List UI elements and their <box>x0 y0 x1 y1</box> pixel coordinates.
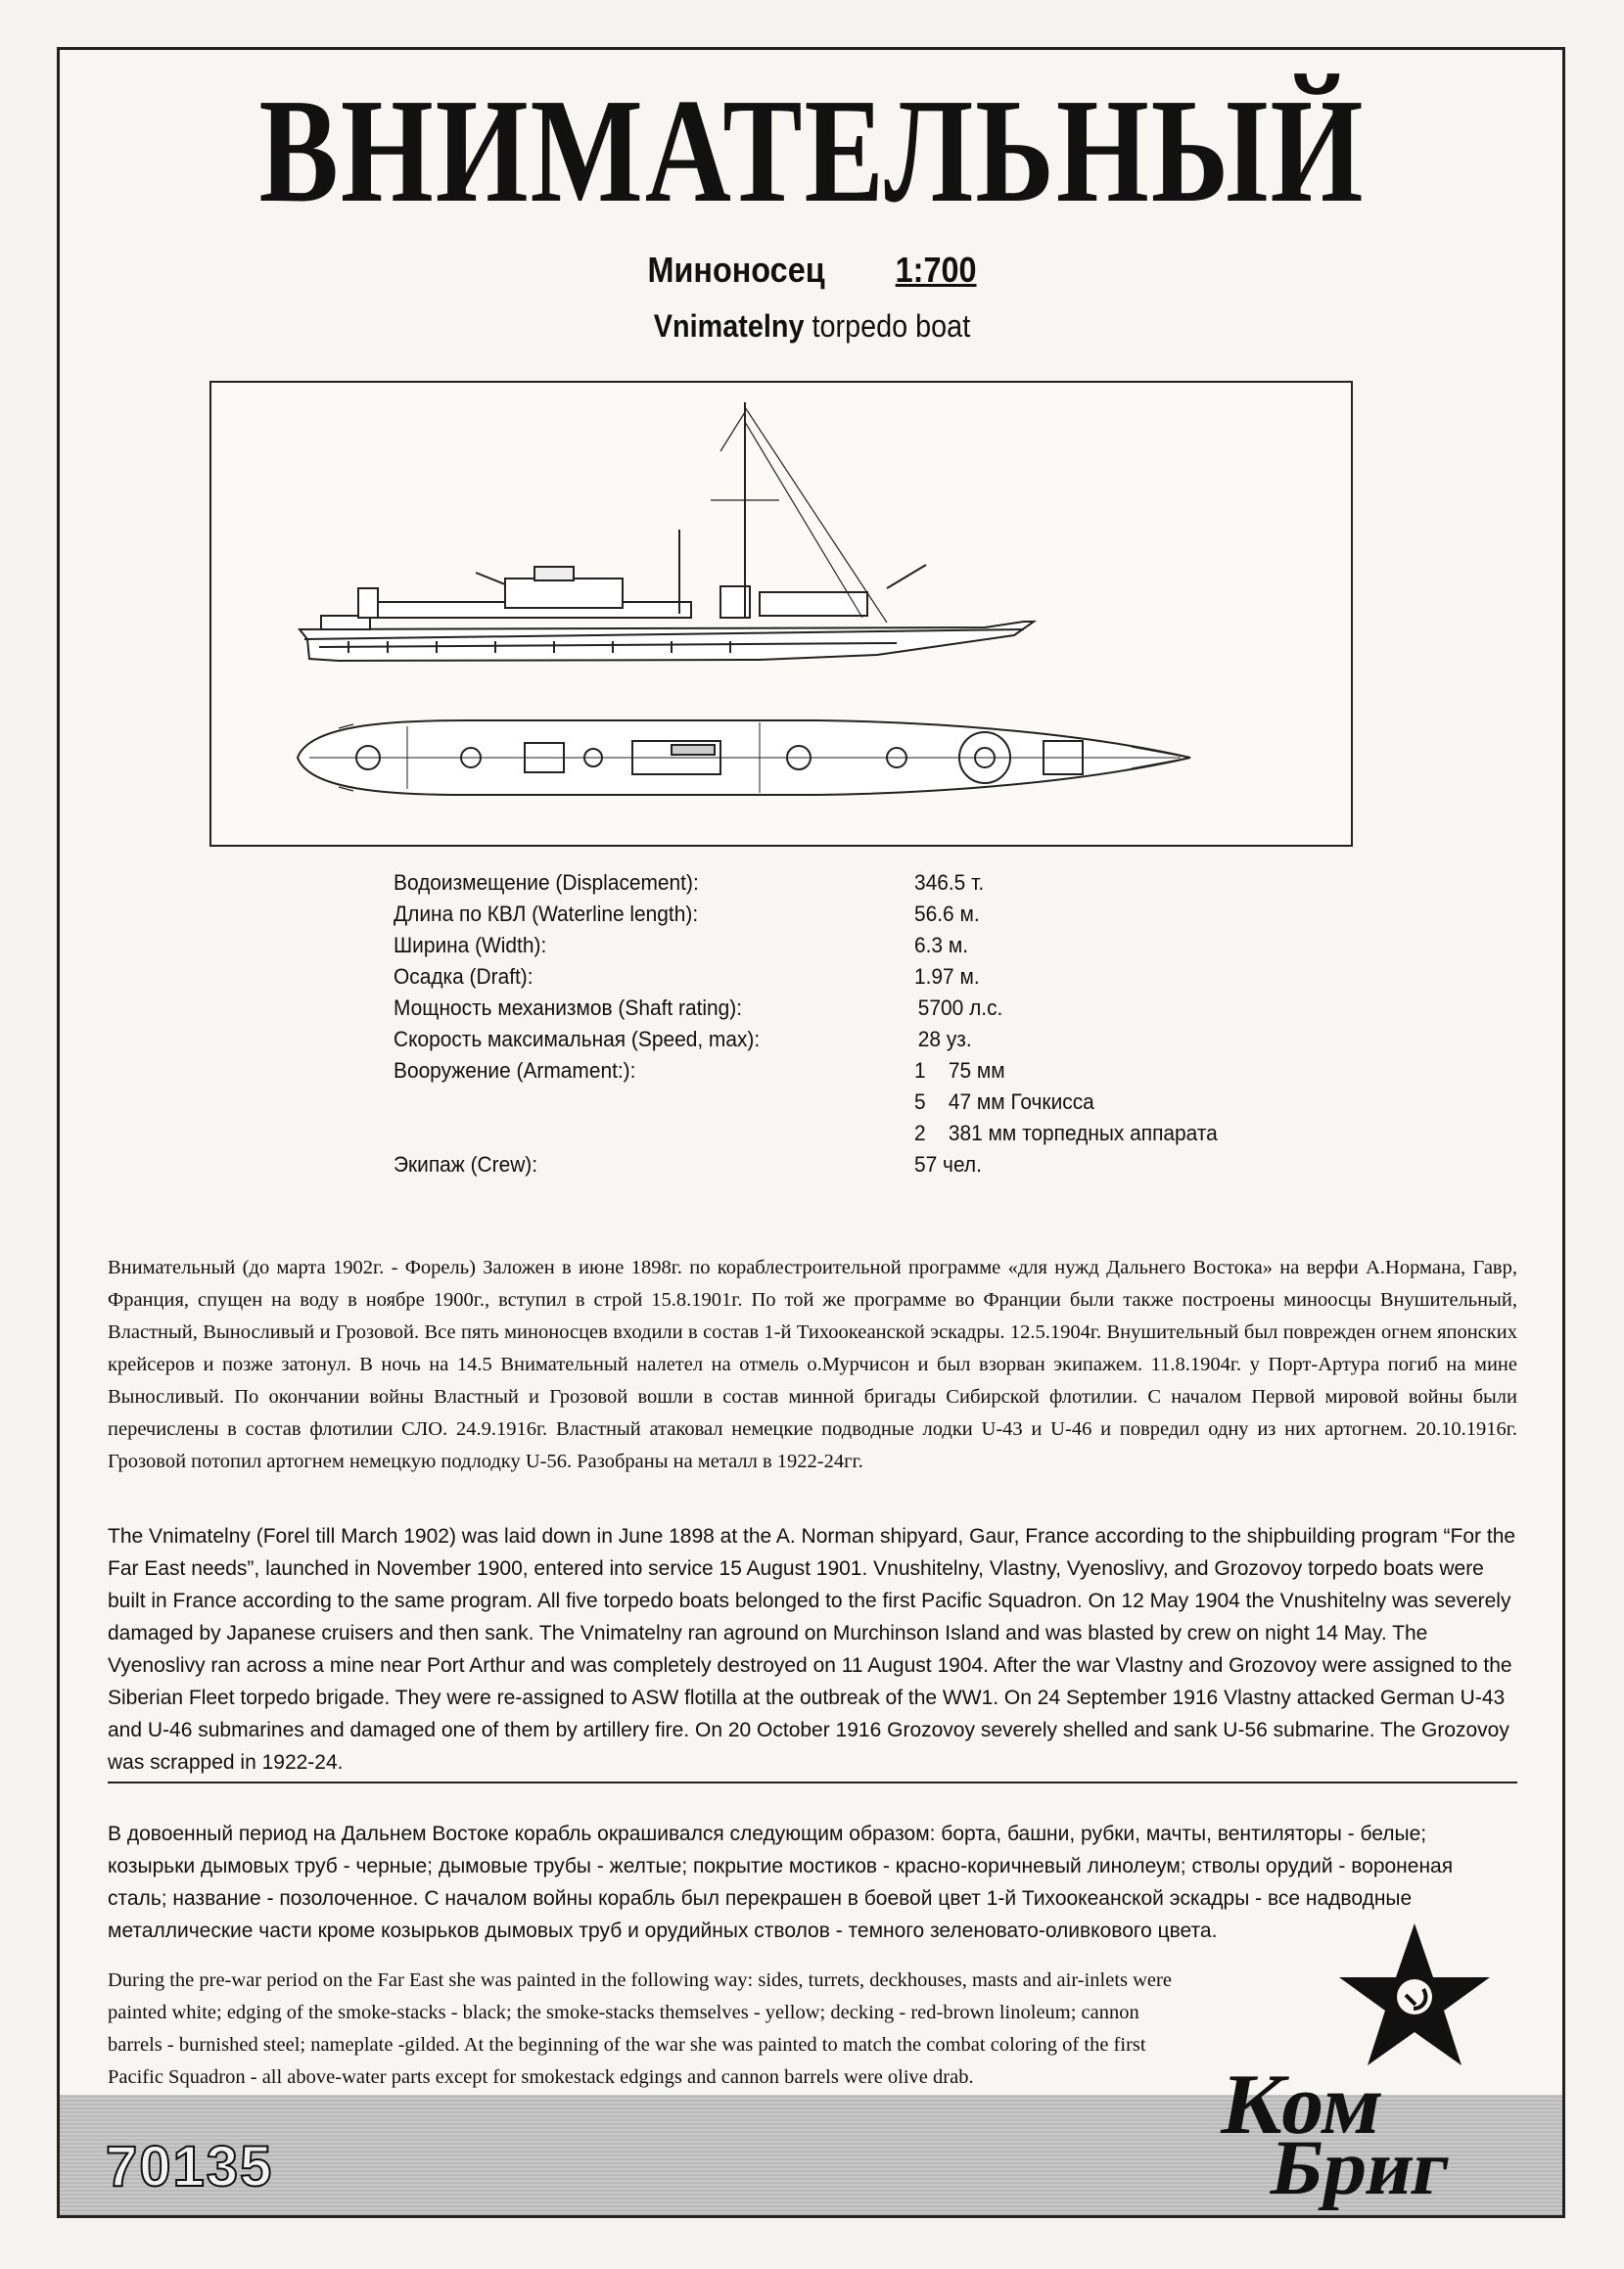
spec-label: Экипаж (Crew): <box>394 1152 538 1177</box>
ship-type-en: torpedo boat <box>812 308 971 344</box>
ship-drawing-panel <box>209 381 1353 847</box>
spec-value: 56.6 м. <box>914 902 980 926</box>
star-icon <box>1214 1919 1508 2075</box>
spec-label: Осадка (Draft): <box>394 964 534 989</box>
spec-row <box>394 1055 1277 1087</box>
spec-value: 2 381 мм торпедных аппарата <box>914 1121 1218 1145</box>
logo-text-line1: Ком <box>1215 2058 1391 2153</box>
spec-value: 28 уз. <box>917 1027 972 1051</box>
spec-value: 1.97 м. <box>914 964 980 989</box>
specifications-table <box>394 867 1277 1181</box>
logo-text-line2: Бриг <box>1265 2125 1457 2211</box>
catalog-number: 70135 <box>106 2135 274 2199</box>
history-paragraph-ru: Внимательный (до марта 1902г. - Форель) Заложен в июне 1898г. по кораблестроительной программе «для нужд Дальнего Востока» на верфи А.Нормана, Гавр, Франция, спущен на воду в ноябре 1900г., вступил в строй 15.8.1901г. По той же программе во Франции были также построены миноосцы Внушительный, Властный, Выносливый и Грозовой. Все пять миноносцев входили в состав 1-й Тихоокеанской эскадры. 12.5.1904г. Внушительный был поврежден огнем японских крейсеров и позже затонул. В ночь на 14.5 Внимательный налетел на отмель о.Мурчисон и был взорван экипажем. 11.8.1904г. у Порт-Артура погиб на мине Выносливый. По окончании войны Властный и Грозовой вошли в состав минной бригады Сибирской флотилии. С началом Первой мировой войны были перечислены в состав флотилии СЛО. 24.9.1916г. Властный атаковал немецкие подводные лодки U-43 и U-46 и повредил одну из них артогнем. 20.10.1916г. Грозовой потопил артогнем немецкую подлодку U-56. Разобраны на металл в 1922-24гг. <box>108 1256 1517 1472</box>
top-plan-drawing <box>298 720 1190 795</box>
ship-type-ru: Миноносец <box>647 250 825 290</box>
spec-label: Вооружение (Armament:): <box>394 1058 636 1083</box>
history-paragraph-en: The Vnimatelny (Forel till March 1902) was laid down in June 1898 at the A. Norman shipyard, Gaur, France according to the shipbuilding program “For the Far East needs”, launched in November 1900, entered into service 15 August 1901. Vnushitelny, Vlastny, Vyenoslivy, and Grozovoy torpedo boats were built in France according to the same program. All five torpedo boats belonged to the first Pacific Squadron. On 12 May 1904 the Vnushitelny was severely damaged by Japanese cruisers and then sank. The Vnimatelny ran aground on Murchinson Island and was blasted by crew on night 14 May. The Vyenoslivy ran across a mine near Port Arthur and was completely destroyed on 11 August 1904. After the war Vlastny and Grozovoy were assigned to the Siberian Fleet torpedo brigade. They were re-assigned to ASW flotilla at the outbreak of the WW1. On 24 September 1916 Vlastny attacked German U-43 and U-46 submarines and damaged one of them by artillery fire. On 20 October 1916 Grozovoy severely shelled and sank U-56 submarine. The Grozovoy was scrapped in 1922-24. <box>108 1525 1516 1774</box>
spec-label: Ширина (Width): <box>394 933 547 957</box>
spec-row <box>394 930 1277 961</box>
spec-row <box>394 1149 1277 1181</box>
kombrig-logo <box>1214 1919 1508 2222</box>
spec-value: 57 чел. <box>914 1152 982 1177</box>
spec-value: 5700 л.с. <box>917 996 1003 1020</box>
spec-label: Длина по КВЛ (Waterline length): <box>394 902 699 926</box>
painting-paragraph-ru: В довоенный период на Дальнем Востоке корабль окрашивался следующим образом: борта, башни, рубки, мачты, вентиляторы - белые; козырьки дымовых труб - черные; дымовые трубы - желтые; покрытие мостиков - красно-коричневый линолеум; стволы орудий - вороненая сталь; название - позолоченное. С началом войны корабль был перекрашен в боевой цвет 1-й Тихоокеанской эскадры - все надводные металлические части кроме козырьков дымовых труб и орудийных стволов - темного зеленовато-оливкового цвета. <box>108 1823 1454 1942</box>
ship-name-en: Vnimatelny <box>653 308 805 344</box>
spec-value: 1 75 мм <box>914 1058 1005 1083</box>
painting-paragraph-en: During the pre-war period on the Far East she was painted in the following way: sides, turrets, deckhouses, masts and air-inlets were painted white; edging of the smoke-stacks - black; the smoke-stacks themselves - yellow; decking - red-brown linoleum; cannon barrels - burnished steel; nameplate -gilded. At the beginning of the war she was painted to match the combat coloring of the first Pacific Squadron - all above-water parts except for smokestack edgings and cannon barrels were olive drab. <box>108 1968 1172 2088</box>
ship-drawings <box>211 383 1351 845</box>
spec-row <box>394 993 1277 1024</box>
spec-row <box>394 867 1277 899</box>
section-divider <box>108 1782 1517 1783</box>
spec-row <box>394 1087 1277 1118</box>
ship-name-title: ВНИМАТЕЛЬНЫЙ <box>258 69 1366 234</box>
spec-label: Водоизмещение (Displacement): <box>394 870 699 895</box>
english-title-line <box>81 308 1543 345</box>
spec-row <box>394 961 1277 993</box>
spec-row <box>394 899 1277 930</box>
side-profile-drawing <box>300 402 1034 661</box>
spec-value: 6.3 м. <box>914 933 969 957</box>
spec-row <box>394 1024 1277 1055</box>
ship-type-line <box>81 250 1543 291</box>
spec-row <box>394 1118 1277 1149</box>
spec-value: 346.5 т. <box>914 870 985 895</box>
spec-label: Мощность механизмов (Shaft rating): <box>394 996 743 1020</box>
spec-value: 5 47 мм Гочкисса <box>914 1089 1094 1114</box>
model-scale: 1:700 <box>895 250 977 290</box>
spec-label: Скорость максимальная (Speed, max): <box>394 1027 761 1051</box>
